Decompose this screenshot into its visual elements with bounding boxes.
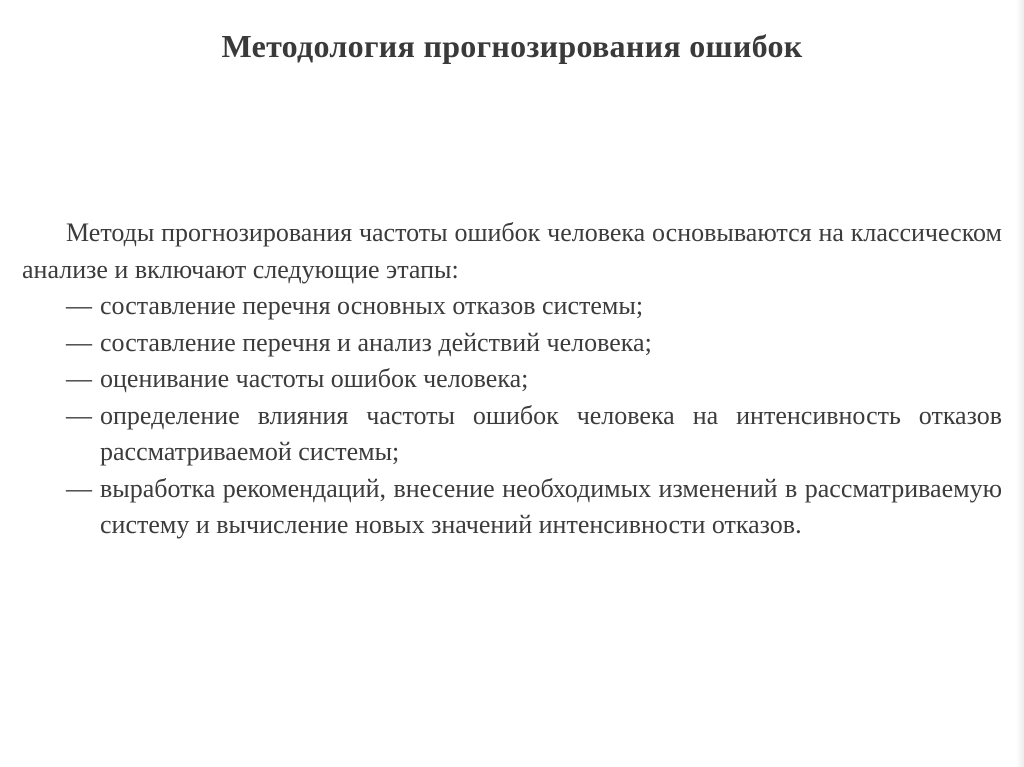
steps-list bbox=[22, 288, 1002, 544]
page-edge-shadow bbox=[1016, 0, 1024, 767]
step-text: выработка рекомендаций, внесение необходимых изменений в рассматриваемую систему и вычисление новых значений интенсивности отказов. bbox=[100, 473, 1002, 539]
dash-marker: — bbox=[66, 291, 92, 320]
step-item bbox=[22, 398, 1002, 471]
step-item bbox=[22, 325, 1002, 362]
dash-marker: — bbox=[66, 364, 92, 393]
step-text: составление перечня основных отказов системы; bbox=[100, 291, 644, 320]
step-item bbox=[22, 361, 1002, 398]
step-text: определение влияния частоты ошибок человека на интенсивность отказов рассматриваемой системы; bbox=[100, 400, 1002, 466]
step-text: оценивание частоты ошибок человека; bbox=[100, 364, 529, 393]
intro-paragraph: Методы прогнозирования частоты ошибок человека основываются на классическом анализе и включают следующие этапы: bbox=[22, 218, 1002, 284]
dash-marker: — bbox=[66, 400, 92, 430]
dash-marker: — bbox=[66, 473, 92, 503]
step-item bbox=[22, 288, 1002, 325]
dash-marker: — bbox=[66, 327, 92, 357]
slide-body bbox=[22, 215, 1002, 544]
slide-title: Методология прогнозирования ошибок bbox=[221, 28, 803, 64]
step-text: составление перечня и анализ действий человека; bbox=[100, 327, 652, 357]
step-item bbox=[22, 471, 1002, 544]
